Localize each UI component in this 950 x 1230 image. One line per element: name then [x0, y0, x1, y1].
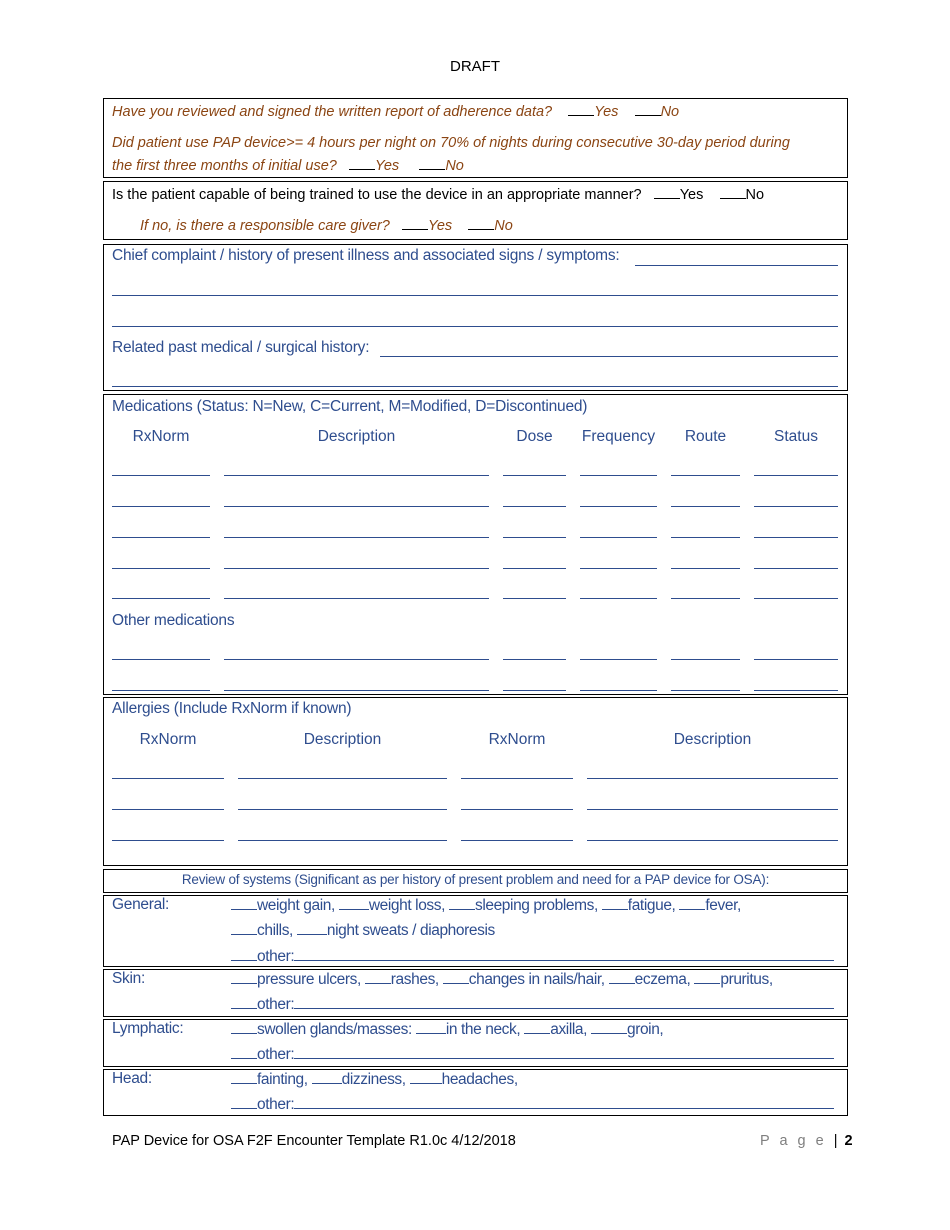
- allergy-row-2-cell-3[interactable]: [461, 809, 573, 810]
- ros-skin-blank-4[interactable]: [609, 970, 635, 984]
- ros-general-blank-1[interactable]: [231, 896, 257, 910]
- other-medication-row-1-cell-4[interactable]: [580, 659, 657, 660]
- adherence-q1-no-blank[interactable]: [635, 103, 661, 116]
- ros-general-blank-3[interactable]: [449, 896, 475, 910]
- medication-row-1-cell-5[interactable]: [671, 475, 740, 476]
- ros-lymphatic-other-blank[interactable]: [231, 1045, 257, 1059]
- medication-row-2-cell-3[interactable]: [503, 506, 566, 507]
- ros-head-other-line[interactable]: [294, 1095, 834, 1109]
- ros-skin-label: Skin:: [112, 970, 145, 987]
- medication-row-4-cell-5[interactable]: [671, 568, 740, 569]
- medication-row-5-cell-6[interactable]: [754, 598, 838, 599]
- ros-general-blank-7[interactable]: [297, 921, 327, 935]
- ros-lymphatic-other: other:: [231, 1045, 834, 1064]
- ros-skin-other-line[interactable]: [294, 995, 834, 1009]
- medication-row-5-cell-5[interactable]: [671, 598, 740, 599]
- ros-skin-other: other:: [231, 995, 834, 1014]
- med-col-route: Route: [684, 428, 727, 445]
- ros-skin-items: pressure ulcers, rashes, changes in nails/hair, eczema, pruritus,: [231, 970, 773, 989]
- ros-general-section: [103, 895, 848, 967]
- medication-row-5-cell-1[interactable]: [112, 598, 210, 599]
- chief-complaint-label: Chief complaint / history of present illness and associated signs / symptoms:: [112, 247, 620, 264]
- medication-row-3-cell-2[interactable]: [224, 537, 489, 538]
- other-medication-row-2-cell-5[interactable]: [671, 690, 740, 691]
- training-q1-yes-blank[interactable]: [654, 186, 680, 199]
- ros-general-blank-5[interactable]: [679, 896, 705, 910]
- ros-skin-blank-1[interactable]: [231, 970, 257, 984]
- ros-head-section: [103, 1069, 848, 1116]
- draft-header: DRAFT: [450, 58, 500, 75]
- allergy-row-3-cell-3[interactable]: [461, 840, 573, 841]
- medication-row-5-cell-4[interactable]: [580, 598, 657, 599]
- medication-row-4-cell-3[interactable]: [503, 568, 566, 569]
- other-medication-row-1-cell-3[interactable]: [503, 659, 566, 660]
- other-medication-row-2-cell-6[interactable]: [754, 690, 838, 691]
- ros-head-label: Head:: [112, 1070, 152, 1087]
- medication-row-1-cell-3[interactable]: [503, 475, 566, 476]
- ros-head-blank-2[interactable]: [312, 1070, 342, 1084]
- ros-general-other: other:: [231, 947, 834, 966]
- medication-row-5-cell-2[interactable]: [224, 598, 489, 599]
- med-col-frequency: Frequency: [581, 428, 656, 445]
- training-q1-no-blank[interactable]: [720, 186, 746, 199]
- allergy-row-2-cell-2[interactable]: [238, 809, 447, 810]
- footer-title: PAP Device for OSA F2F Encounter Template R1.0c 4/12/2018: [112, 1133, 516, 1149]
- medication-row-3-cell-3[interactable]: [503, 537, 566, 538]
- training-section: [103, 181, 848, 240]
- allergy-row-2-cell-1[interactable]: [112, 809, 224, 810]
- review-of-systems-title-box: [103, 869, 848, 893]
- ros-lymphatic-blank-4[interactable]: [591, 1020, 627, 1034]
- medication-row-3-cell-6[interactable]: [754, 537, 838, 538]
- allergies-title: Allergies (Include RxNorm if known): [112, 700, 352, 717]
- past-history-line-1[interactable]: [380, 356, 838, 357]
- med-col-rxnorm: RxNorm: [132, 428, 190, 445]
- training-q2-no-blank[interactable]: [468, 217, 494, 230]
- allergy-row-1-cell-3[interactable]: [461, 778, 573, 779]
- allergy-row-3-cell-2[interactable]: [238, 840, 447, 841]
- medication-row-3-cell-1[interactable]: [112, 537, 210, 538]
- other-medication-row-2-cell-1[interactable]: [112, 690, 210, 691]
- allergy-row-1-cell-1[interactable]: [112, 778, 224, 779]
- ros-skin-blank-3[interactable]: [443, 970, 469, 984]
- medication-row-1-cell-6[interactable]: [754, 475, 838, 476]
- chief-complaint-line-2[interactable]: [112, 295, 838, 296]
- allergy-row-1-cell-4[interactable]: [587, 778, 838, 779]
- adherence-q2-yes-blank[interactable]: [349, 157, 375, 170]
- adherence-q2-no-blank[interactable]: [419, 157, 445, 170]
- training-question-2: If no, is there a responsible care giver? Yes No: [140, 218, 513, 234]
- medications-title: Medications (Status: N=New, C=Current, M=Modified, D=Discontinued): [112, 398, 588, 415]
- medication-row-2-cell-2[interactable]: [224, 506, 489, 507]
- ros-general-blank-4[interactable]: [602, 896, 628, 910]
- medications-section: [103, 394, 848, 695]
- other-medication-row-1-cell-2[interactable]: [224, 659, 489, 660]
- chief-complaint-line-3[interactable]: [112, 326, 838, 327]
- allergies-section: [103, 697, 848, 866]
- page-number: P a g e | 2: [760, 1133, 853, 1149]
- allergy-row-1-cell-2[interactable]: [238, 778, 447, 779]
- ros-skin-blank-2[interactable]: [365, 970, 391, 984]
- medication-row-1-cell-1[interactable]: [112, 475, 210, 476]
- medication-row-4-cell-6[interactable]: [754, 568, 838, 569]
- past-history-line-2[interactable]: [112, 386, 838, 387]
- ros-skin-section: [103, 969, 848, 1017]
- medication-row-1-cell-2[interactable]: [224, 475, 489, 476]
- adherence-question-2-line1: Did patient use PAP device>= 4 hours per night on 70% of nights during consecutive 30-day period during: [112, 135, 790, 151]
- med-col-description: Description: [317, 428, 396, 445]
- adherence-question-2-line2: the first three months of initial use? Yes No: [112, 158, 464, 174]
- medication-row-2-cell-5[interactable]: [671, 506, 740, 507]
- ros-lymphatic-section: [103, 1019, 848, 1067]
- medication-row-1-cell-4[interactable]: [580, 475, 657, 476]
- medication-row-2-cell-4[interactable]: [580, 506, 657, 507]
- ros-general-other-line[interactable]: [294, 947, 834, 961]
- ros-head-other: other:: [231, 1095, 834, 1114]
- med-col-dose: Dose: [516, 428, 553, 445]
- training-q2-yes-blank[interactable]: [402, 217, 428, 230]
- ros-lymphatic-label: Lymphatic:: [112, 1020, 184, 1037]
- allergy-col-rxnorm-2: RxNorm: [488, 731, 546, 748]
- allergy-row-2-cell-4[interactable]: [587, 809, 838, 810]
- medication-row-3-cell-5[interactable]: [671, 537, 740, 538]
- history-section: [103, 244, 848, 391]
- medication-row-5-cell-3[interactable]: [503, 598, 566, 599]
- other-medication-row-2-cell-4[interactable]: [580, 690, 657, 691]
- ros-general-items-2: chills, night sweats / diaphoresis: [231, 921, 495, 940]
- other-medications-label: Other medications: [112, 612, 235, 629]
- medication-row-3-cell-4[interactable]: [580, 537, 657, 538]
- ros-head-other-blank[interactable]: [231, 1095, 257, 1109]
- ros-head-items: fainting, dizziness, headaches,: [231, 1070, 518, 1089]
- chief-complaint-line-1[interactable]: [635, 265, 838, 266]
- medication-row-4-cell-1[interactable]: [112, 568, 210, 569]
- adherence-q1-yes-blank[interactable]: [568, 103, 594, 116]
- medication-row-2-cell-6[interactable]: [754, 506, 838, 507]
- past-history-label: Related past medical / surgical history:: [112, 339, 370, 356]
- other-medication-row-2-cell-2[interactable]: [224, 690, 489, 691]
- ros-general-blank-2[interactable]: [339, 896, 369, 910]
- ros-general-blank-6[interactable]: [231, 921, 257, 935]
- ros-general-items: weight gain, weight loss, sleeping problems, fatigue, fever,: [231, 896, 741, 915]
- adherence-question-1: Have you reviewed and signed the written report of adherence data? Yes No: [112, 104, 680, 120]
- allergy-row-3-cell-4[interactable]: [587, 840, 838, 841]
- ros-lymphatic-items: swollen glands/masses: in the neck, axilla, groin,: [231, 1020, 663, 1039]
- allergy-col-description-1: Description: [303, 731, 382, 748]
- allergy-col-rxnorm-1: RxNorm: [139, 731, 197, 748]
- ros-lymphatic-blank-3[interactable]: [524, 1020, 550, 1034]
- allergy-col-description-2: Description: [673, 731, 752, 748]
- ros-head-blank-3[interactable]: [410, 1070, 442, 1084]
- review-of-systems-title: Review of systems (Significant as per history of present problem and need for a PAP device for OSA):: [181, 872, 770, 887]
- other-medication-row-1-cell-1[interactable]: [112, 659, 210, 660]
- other-medication-row-1-cell-6[interactable]: [754, 659, 838, 660]
- med-col-status: Status: [774, 428, 818, 445]
- medication-row-4-cell-2[interactable]: [224, 568, 489, 569]
- training-question-1: Is the patient capable of being trained to use the device in an appropriate manner? Yes No: [112, 187, 765, 203]
- allergy-row-3-cell-1[interactable]: [112, 840, 224, 841]
- ros-lymphatic-blank-1[interactable]: [231, 1020, 257, 1034]
- ros-lymphatic-other-line[interactable]: [294, 1045, 834, 1059]
- ros-general-label: General:: [112, 896, 170, 913]
- medication-row-4-cell-4[interactable]: [580, 568, 657, 569]
- other-medication-row-1-cell-5[interactable]: [671, 659, 740, 660]
- medication-row-2-cell-1[interactable]: [112, 506, 210, 507]
- ros-general-other-blank[interactable]: [231, 947, 257, 961]
- adherence-section: [103, 98, 848, 178]
- ros-skin-blank-5[interactable]: [694, 970, 720, 984]
- ros-lymphatic-blank-2[interactable]: [416, 1020, 446, 1034]
- other-medication-row-2-cell-3[interactable]: [503, 690, 566, 691]
- ros-skin-other-blank[interactable]: [231, 995, 257, 1009]
- ros-head-blank-1[interactable]: [231, 1070, 257, 1084]
